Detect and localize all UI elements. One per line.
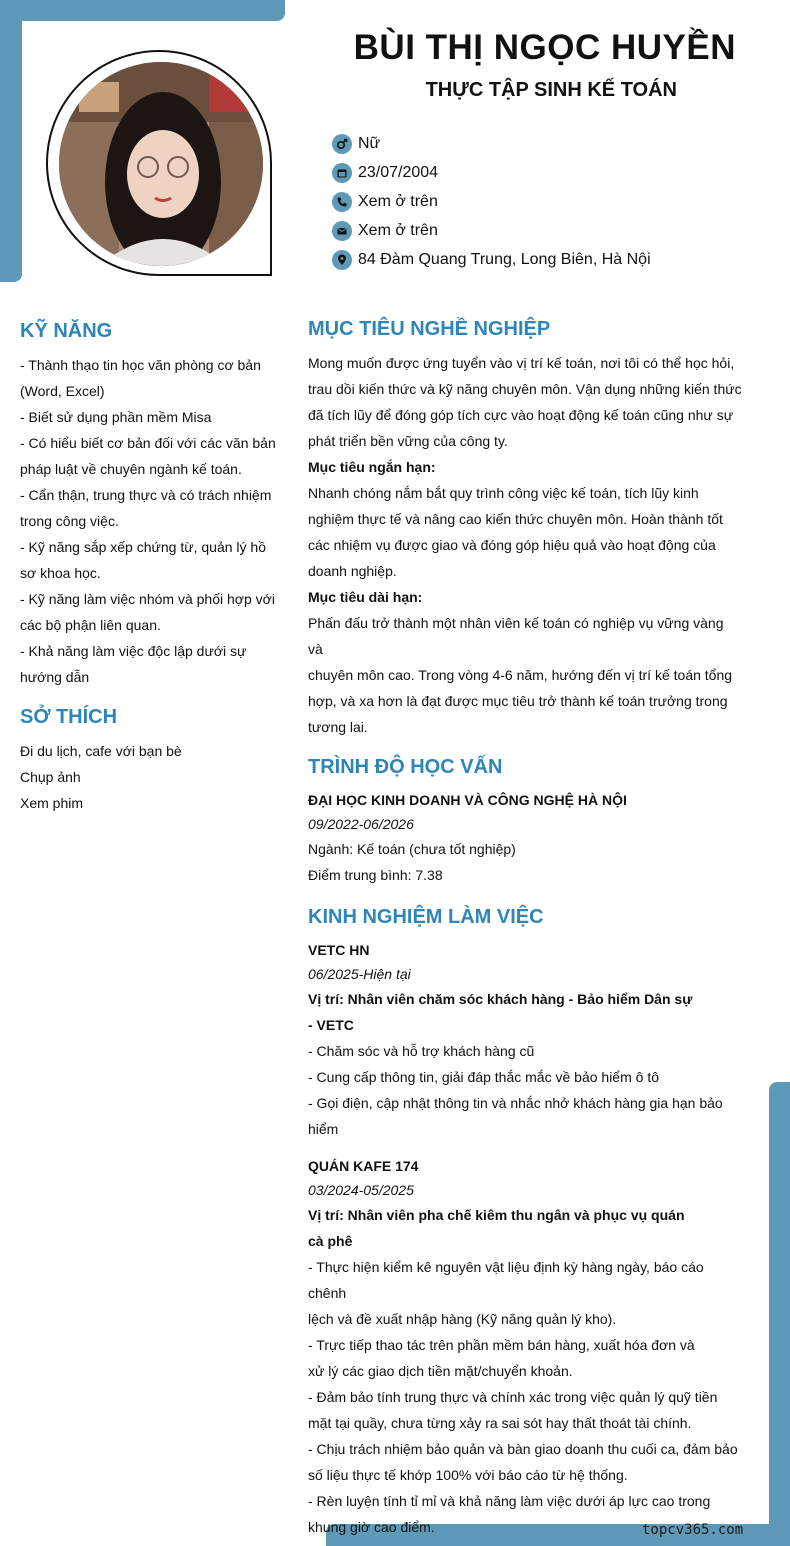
email-icon xyxy=(332,221,352,241)
education-heading: TRÌNH ĐỘ HỌC VẤN xyxy=(308,756,503,778)
skills-line: - Biết sử dụng phần mềm Misa xyxy=(20,409,212,425)
location-icon xyxy=(332,250,352,270)
hobby-item: Chụp ảnh xyxy=(20,769,81,785)
job-duty: hiểm xyxy=(308,1121,339,1137)
job-vetc xyxy=(308,938,742,1142)
skills-line: pháp luật về chuyên ngành kế toán. xyxy=(20,461,242,477)
short-term-label: Mục tiêu ngắn hạn: xyxy=(308,459,436,475)
calendar-icon xyxy=(332,163,352,183)
job-duty: - Đảm bảo tính trung thực và chính xác trong việc quản lý quỹ tiền xyxy=(308,1389,718,1405)
job-kafe-174 xyxy=(308,1154,742,1540)
long-term-line: tương lai. xyxy=(308,719,368,735)
job-duty: khung giờ cao điểm. xyxy=(308,1519,435,1535)
skills-line: - Kỹ năng sắp xếp chứng từ, quản lý hồ xyxy=(20,539,267,555)
contact-gender-text: Nữ xyxy=(358,134,381,152)
education-gpa: Điểm trung bình: 7.38 xyxy=(308,867,443,883)
long-term-line: Phấn đấu trở thành một nhân viên kế toán có nghiệp vụ vững vàng và xyxy=(308,615,724,657)
skills-line: - Khả năng làm việc độc lập dưới sự xyxy=(20,643,247,659)
job-duty: xử lý các giao dịch tiền mặt/chuyển khoản. xyxy=(308,1363,573,1379)
skills-line: hướng dẫn xyxy=(20,669,90,685)
contact-phone xyxy=(332,187,651,216)
job-duty: - Cung cấp thông tin, giải đáp thắc mắc về bảo hiểm ô tô xyxy=(308,1069,659,1085)
skills-list xyxy=(20,352,278,690)
skills-heading: KỸ NĂNG xyxy=(20,320,113,342)
school-name: ĐẠI HỌC KINH DOANH VÀ CÔNG NGHỆ HÀ NỘI xyxy=(308,792,627,808)
skills-line: các bộ phận liên quan. xyxy=(20,617,161,633)
contact-list xyxy=(332,129,651,274)
hobby-item: Xem phim xyxy=(20,795,84,811)
job-position: cà phê xyxy=(308,1233,353,1249)
long-term-label: Mục tiêu dài hạn: xyxy=(308,589,423,605)
job-duty: - Trực tiếp thao tác trên phần mềm bán hàng, xuất hóa đơn và xyxy=(308,1337,695,1353)
job-duty: - Rèn luyện tính tỉ mỉ và khả năng làm việc dưới áp lực cao trong xyxy=(308,1493,711,1509)
job-period: 03/2024-05/2025 xyxy=(308,1182,414,1198)
contact-birthdate xyxy=(332,158,651,187)
job-duty: - Gọi điện, cập nhật thông tin và nhắc nhở khách hàng gia hạn bảo xyxy=(308,1095,723,1111)
skills-line: - Có hiểu biết cơ bản đối với các văn bản xyxy=(20,435,276,451)
main-column xyxy=(308,314,742,1540)
skills-line: sơ khoa học. xyxy=(20,565,101,581)
job-period: 06/2025-Hiện tại xyxy=(308,966,411,982)
education-major: Ngành: Kế toán (chưa tốt nghiệp) xyxy=(308,841,516,857)
job-company: QUÁN KAFE 174 xyxy=(308,1158,419,1174)
contact-phone-text: Xem ở trên xyxy=(358,192,438,210)
job-company: VETC HN xyxy=(308,942,370,958)
skills-line: - Cẩn thận, trung thực và có trách nhiệm xyxy=(20,487,272,503)
skills-line: - Thành thạo tin học văn phòng cơ bản xyxy=(20,357,261,373)
short-term-line: các nhiệm vụ được giao và đóng góp hiệu quả vào hoạt động của xyxy=(308,537,716,553)
frame-left-bar xyxy=(0,0,22,282)
candidate-name: BÙI THỊ NGỌC HUYỀN xyxy=(353,28,736,67)
job-duty: - Thực hiện kiểm kê nguyên vật liệu định kỳ hàng ngày, báo cáo chênh xyxy=(308,1259,704,1301)
long-term-line: hợp, và xa hơn là đạt được mục tiêu trở thành kế toán trưởng trong xyxy=(308,693,728,709)
objective-heading: MỤC TIÊU NGHỀ NGHIỆP xyxy=(308,318,551,340)
contact-email xyxy=(332,216,651,245)
watermark: topcv365.com xyxy=(642,1522,744,1538)
skills-line: - Kỹ năng làm việc nhóm và phối hợp với xyxy=(20,591,275,607)
job-duty: - Chăm sóc và hỗ trợ khách hàng cũ xyxy=(308,1043,535,1059)
frame-top-left-bar xyxy=(0,0,285,21)
job-position: - VETC xyxy=(308,1017,354,1033)
contact-address xyxy=(332,245,651,274)
long-term-line: chuyên môn cao. Trong vòng 4-6 năm, hướng đến vị trí kế toán tổng xyxy=(308,667,733,683)
hobby-item: Đi du lịch, cafe với bạn bè xyxy=(20,743,182,759)
hobbies-heading: SỞ THÍCH xyxy=(20,706,118,728)
job-duty: số liệu thực tế khớp 100% với báo cáo từ hệ thống. xyxy=(308,1467,628,1483)
contact-birthdate-text: 23/07/2004 xyxy=(358,163,439,181)
job-duty: mặt tại quầy, chưa từng xảy ra sai sót hay thất thoát tài chính. xyxy=(308,1415,692,1431)
frame-right-bar xyxy=(769,1082,790,1546)
job-position: Vị trí: Nhân viên chăm sóc khách hàng - Bảo hiểm Dân sự xyxy=(308,991,693,1007)
hobbies-list xyxy=(20,738,278,816)
objective-line: phát triển bền vững của công ty. xyxy=(308,433,508,449)
gender-icon xyxy=(332,134,352,154)
education-period: 09/2022-06/2026 xyxy=(308,816,414,832)
job-duty: lệch và đề xuất nhập hàng (Kỹ năng quản lý kho). xyxy=(308,1311,617,1327)
contact-gender xyxy=(332,129,651,158)
skills-line: (Word, Excel) xyxy=(20,383,105,399)
job-duty: - Chịu trách nhiệm bảo quản và bàn giao doanh thu cuối ca, đảm bảo xyxy=(308,1441,738,1457)
skills-line: trong công việc. xyxy=(20,513,119,529)
experience-heading: KINH NGHIỆM LÀM VIỆC xyxy=(308,906,544,928)
phone-icon xyxy=(332,192,352,212)
objective-line: Mong muốn được ứng tuyển vào vị trí kế toán, nơi tôi có thể học hỏi, xyxy=(308,355,735,371)
job-title: THỰC TẬP SINH KẾ TOÁN xyxy=(425,79,677,101)
short-term-line: nghiệm thực tế và nâng cao kiến thức chuyên môn. Hoàn thành tốt xyxy=(308,511,723,527)
objective-line: đã tích lũy để đóng góp tích cực vào hoạt động kế toán cũng như sự xyxy=(308,407,734,423)
avatar xyxy=(59,62,263,266)
short-term-line: Nhanh chóng nắm bắt quy trình công việc kế toán, tích lũy kinh xyxy=(308,485,699,501)
contact-address-text: 84 Đàm Quang Trung, Long Biên, Hà Nội xyxy=(358,250,651,268)
job-position: Vị trí: Nhân viên pha chế kiêm thu ngân và phục vụ quán xyxy=(308,1207,685,1223)
short-term-line: doanh nghiệp. xyxy=(308,563,397,579)
contact-email-text: Xem ở trên xyxy=(358,221,438,239)
objective-line: trau dồi kiến thức và kỹ năng chuyên môn. Vận dụng những kiến thức xyxy=(308,381,742,397)
left-column xyxy=(20,316,278,816)
